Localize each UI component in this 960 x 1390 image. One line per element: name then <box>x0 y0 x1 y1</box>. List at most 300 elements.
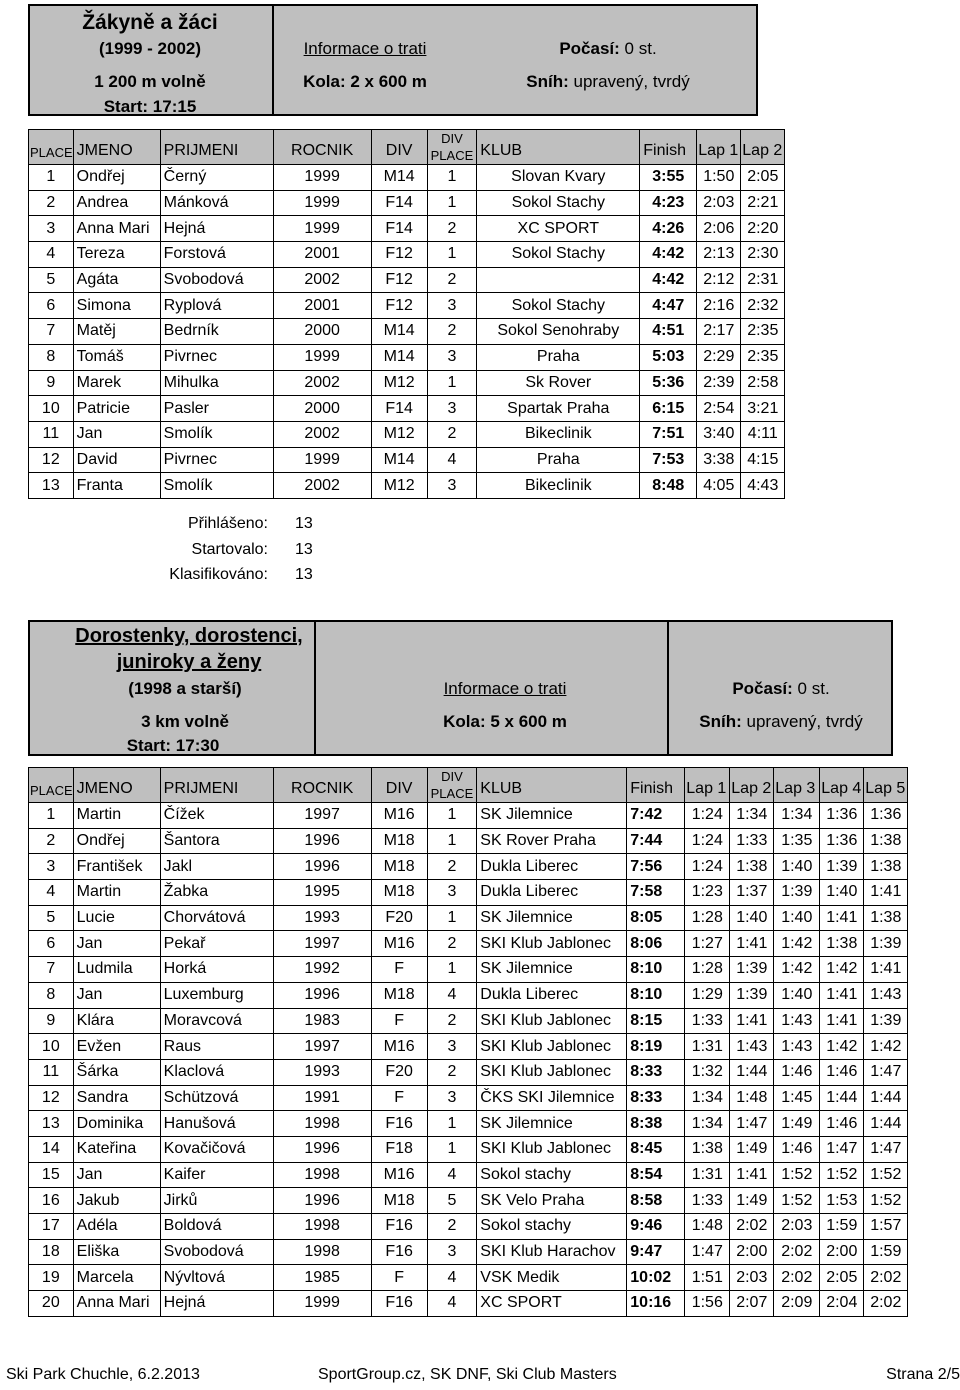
cell-club: SKI Klub Jablonec <box>477 1059 627 1085</box>
cell-finish: 9:46 <box>627 1214 685 1240</box>
cell-lap-4: 1:41 <box>820 982 864 1008</box>
table-row <box>29 1265 908 1291</box>
cell-finish: 8:05 <box>627 905 685 931</box>
footer-center: SportGroup.cz, SK DNF, Ski Club Masters <box>318 1366 617 1383</box>
table-row <box>29 803 908 829</box>
cell-lap-2: 2:58 <box>741 370 785 396</box>
cell-last-name: Kovačičová <box>160 1136 273 1162</box>
cell-year: 1983 <box>273 1008 371 1034</box>
cell-place: 9 <box>29 1008 74 1034</box>
cell-first-name: Tomáš <box>73 344 160 370</box>
cell-year: 1998 <box>273 1239 371 1265</box>
cell-finish: 8:48 <box>640 473 697 499</box>
cell-year: 1997 <box>273 931 371 957</box>
cell-place: 7 <box>29 957 74 983</box>
cell-last-name: Černý <box>160 165 273 191</box>
cell-club: Bikeclinik <box>477 421 640 447</box>
cell-div-place: 2 <box>427 267 477 293</box>
race1-start: Start: 17:15 <box>103 97 197 116</box>
col-header-finish: Finish <box>627 768 685 803</box>
cell-year: 1996 <box>273 828 371 854</box>
col-header-last-name: PRIJMENI <box>160 768 273 803</box>
table-row <box>29 1059 908 1085</box>
cell-first-name: František <box>73 854 160 880</box>
cell-year: 1999 <box>273 190 371 216</box>
cell-year: 1999 <box>273 447 371 473</box>
cell-first-name: Matěj <box>73 319 160 345</box>
cell-place: 6 <box>29 931 74 957</box>
cell-lap-5: 1:52 <box>864 1162 908 1188</box>
cell-year: 1996 <box>273 982 371 1008</box>
cell-lap-1: 1:48 <box>685 1214 730 1240</box>
cell-lap-2: 1:49 <box>730 1136 774 1162</box>
cell-last-name: Smolík <box>160 421 273 447</box>
cell-place: 16 <box>29 1188 74 1214</box>
col-header-div: DIV <box>371 130 427 165</box>
col-header-last-name: PRIJMENI <box>160 130 273 165</box>
table-row <box>29 905 908 931</box>
cell-finish: 9:47 <box>627 1239 685 1265</box>
race2-years: (1998 a starší) <box>128 679 242 698</box>
cell-lap-2: 1:48 <box>730 1085 774 1111</box>
cell-div-place: 3 <box>427 1034 477 1060</box>
cell-club: Praha <box>477 447 640 473</box>
cell-year: 2002 <box>273 473 371 499</box>
cell-last-name: Boldová <box>160 1214 273 1240</box>
snow-value: upravený, tvrdý <box>573 72 690 91</box>
cell-div-place: 2 <box>427 1008 477 1034</box>
cell-finish: 8:38 <box>627 1111 685 1137</box>
cell-last-name: Bedrník <box>160 319 273 345</box>
race1-laps: Kola: 2 x 600 m <box>303 72 427 91</box>
summary-started <box>130 541 313 559</box>
cell-club: ČKS SKI Jilemnice <box>477 1085 627 1111</box>
cell-lap-3: 1:43 <box>774 1008 820 1034</box>
table-row <box>29 1291 908 1317</box>
cell-place: 20 <box>29 1291 74 1317</box>
cell-div: M18 <box>371 854 427 880</box>
cell-place: 6 <box>29 293 74 319</box>
cell-div-place: 2 <box>427 1214 477 1240</box>
table-row <box>29 982 908 1008</box>
cell-finish: 8:19 <box>627 1034 685 1060</box>
cell-div-place: 3 <box>427 880 477 906</box>
cell-place: 4 <box>29 880 74 906</box>
cell-year: 2000 <box>273 396 371 422</box>
weather-value: 0 st. <box>624 39 657 58</box>
cell-club <box>477 267 640 293</box>
cell-lap-1: 1:56 <box>685 1291 730 1317</box>
cell-lap-3: 1:52 <box>774 1162 820 1188</box>
weather-value: 0 st. <box>797 679 830 698</box>
cell-place: 11 <box>29 1059 74 1085</box>
cell-lap-5: 2:02 <box>864 1265 908 1291</box>
cell-last-name: Klaclová <box>160 1059 273 1085</box>
cell-div-place: 3 <box>427 344 477 370</box>
cell-first-name: Jan <box>73 421 160 447</box>
table-row <box>29 319 785 345</box>
cell-div-place: 1 <box>427 190 477 216</box>
cell-div: F16 <box>371 1239 427 1265</box>
cell-place: 1 <box>29 803 74 829</box>
cell-lap-1: 1:29 <box>685 982 730 1008</box>
cell-place: 2 <box>29 190 74 216</box>
cell-last-name: Raus <box>160 1034 273 1060</box>
cell-club: XC SPORT <box>477 216 640 242</box>
cell-first-name: Patricie <box>73 396 160 422</box>
cell-div: M12 <box>371 473 427 499</box>
cell-club: Sokol Senohraby <box>477 319 640 345</box>
cell-first-name: Evžen <box>73 1034 160 1060</box>
cell-last-name: Pivrnec <box>160 447 273 473</box>
cell-place: 9 <box>29 370 74 396</box>
cell-div-place: 4 <box>427 1265 477 1291</box>
cell-lap-5: 1:39 <box>864 1008 908 1034</box>
col-header-first-name: JMENO <box>73 768 160 803</box>
cell-lap-2: 2:35 <box>741 344 785 370</box>
table-row <box>29 1188 908 1214</box>
race2-results-table <box>28 767 908 1317</box>
cell-lap-5: 1:44 <box>864 1111 908 1137</box>
cell-club: SKI Klub Jablonec <box>477 1034 627 1060</box>
cell-lap-2: 1:47 <box>730 1111 774 1137</box>
cell-club: Bikeclinik <box>477 473 640 499</box>
cell-place: 7 <box>29 319 74 345</box>
cell-club: Sokol Stachy <box>477 293 640 319</box>
cell-year: 1991 <box>273 1085 371 1111</box>
cell-lap-1: 1:38 <box>685 1136 730 1162</box>
cell-lap-2: 1:43 <box>730 1034 774 1060</box>
cell-last-name: Nývltová <box>160 1265 273 1291</box>
cell-first-name: Lucie <box>73 905 160 931</box>
table-row <box>29 447 785 473</box>
cell-lap-4: 1:42 <box>820 957 864 983</box>
cell-lap-3: 1:40 <box>774 982 820 1008</box>
cell-place: 3 <box>29 854 74 880</box>
cell-div-place: 1 <box>427 242 477 268</box>
cell-lap-3: 1:40 <box>774 854 820 880</box>
cell-club: Dukla Liberec <box>477 880 627 906</box>
header-divider <box>272 6 274 114</box>
cell-club: SKI Klub Jablonec <box>477 931 627 957</box>
cell-year: 2002 <box>273 370 371 396</box>
snow-label: Sníh: <box>526 72 569 91</box>
cell-last-name: Schützová <box>160 1085 273 1111</box>
cell-first-name: Anna Mari <box>73 216 160 242</box>
cell-lap-1: 2:06 <box>697 216 741 242</box>
cell-lap-2: 2:30 <box>741 242 785 268</box>
table-row <box>29 1085 908 1111</box>
cell-div-place: 1 <box>427 165 477 191</box>
cell-lap-4: 1:59 <box>820 1214 864 1240</box>
cell-year: 1997 <box>273 803 371 829</box>
cell-lap-1: 1:47 <box>685 1239 730 1265</box>
cell-club: SK Jilemnice <box>477 803 627 829</box>
cell-lap-4: 1:52 <box>820 1162 864 1188</box>
cell-div: F20 <box>371 905 427 931</box>
cell-club: SK Velo Praha <box>477 1188 627 1214</box>
cell-finish: 7:56 <box>627 854 685 880</box>
table-row <box>29 267 785 293</box>
cell-lap-3: 2:02 <box>774 1265 820 1291</box>
col-header-club: KLUB <box>477 130 640 165</box>
race1-weather <box>559 39 656 59</box>
cell-lap-3: 1:46 <box>774 1059 820 1085</box>
cell-first-name: Kateřina <box>73 1136 160 1162</box>
cell-lap-2: 4:11 <box>741 421 785 447</box>
table-row <box>29 1239 908 1265</box>
cell-finish: 7:58 <box>627 880 685 906</box>
cell-lap-1: 1:23 <box>685 880 730 906</box>
cell-div: F <box>371 1265 427 1291</box>
col-header-first-name: JMENO <box>73 130 160 165</box>
cell-last-name: Mánková <box>160 190 273 216</box>
cell-lap-3: 1:34 <box>774 803 820 829</box>
cell-place: 5 <box>29 267 74 293</box>
cell-last-name: Pekař <box>160 931 273 957</box>
cell-club: Sokol stachy <box>477 1162 627 1188</box>
cell-club: SKI Klub Jablonec <box>477 1136 627 1162</box>
col-header-place: PLACE <box>29 768 74 803</box>
cell-lap-3: 1:43 <box>774 1034 820 1060</box>
cell-first-name: Sandra <box>73 1085 160 1111</box>
cell-div-place: 1 <box>427 370 477 396</box>
table-row <box>29 1111 908 1137</box>
race2-distance: 3 km volně <box>141 712 229 731</box>
table-row <box>29 473 785 499</box>
cell-first-name: Anna Mari <box>73 1291 160 1317</box>
cell-lap-1: 2:39 <box>697 370 741 396</box>
col-header-place: PLACE <box>29 130 74 165</box>
cell-place: 1 <box>29 165 74 191</box>
cell-lap-1: 1:27 <box>685 931 730 957</box>
cell-year: 1999 <box>273 1291 371 1317</box>
col-header-div: DIV <box>371 768 427 803</box>
table-row <box>29 957 908 983</box>
cell-club: SK Rover Praha <box>477 828 627 854</box>
cell-finish: 10:02 <box>627 1265 685 1291</box>
cell-first-name: Andrea <box>73 190 160 216</box>
cell-lap-5: 1:41 <box>864 957 908 983</box>
cell-div: F <box>371 957 427 983</box>
cell-div-place: 1 <box>427 1111 477 1137</box>
cell-last-name: Svobodová <box>160 1239 273 1265</box>
summary-label: Přihlášeno: <box>187 515 268 532</box>
cell-lap-1: 4:05 <box>697 473 741 499</box>
col-header-lap-4: Lap 4 <box>820 768 864 803</box>
cell-div-place: 2 <box>427 854 477 880</box>
cell-div: F12 <box>371 242 427 268</box>
cell-finish: 4:42 <box>640 242 697 268</box>
cell-lap-3: 2:03 <box>774 1214 820 1240</box>
col-header-lap-2: Lap 2 <box>730 768 774 803</box>
cell-div: F <box>371 1008 427 1034</box>
cell-div: M18 <box>371 982 427 1008</box>
cell-club: Spartak Praha <box>477 396 640 422</box>
race2-title-line1: Dorostenky, dorostenci, <box>75 625 303 647</box>
cell-place: 12 <box>29 1085 74 1111</box>
snow-label: Sníh: <box>699 712 742 731</box>
cell-finish: 8:33 <box>627 1085 685 1111</box>
footer-page: Strana 2/5 <box>886 1366 960 1383</box>
table-row <box>29 370 785 396</box>
cell-year: 2002 <box>273 421 371 447</box>
cell-div: M16 <box>371 931 427 957</box>
race1-years: (1999 - 2002) <box>98 39 202 58</box>
cell-finish: 4:23 <box>640 190 697 216</box>
cell-lap-4: 1:46 <box>820 1111 864 1137</box>
cell-year: 1998 <box>273 1111 371 1137</box>
cell-div-place: 1 <box>427 803 477 829</box>
cell-club: SKI Klub Harachov <box>477 1239 627 1265</box>
cell-lap-2: 4:43 <box>741 473 785 499</box>
cell-lap-4: 1:38 <box>820 931 864 957</box>
cell-lap-1: 1:28 <box>685 957 730 983</box>
col-header-lap-3: Lap 3 <box>774 768 820 803</box>
cell-last-name: Horká <box>160 957 273 983</box>
cell-div-place: 1 <box>427 957 477 983</box>
cell-last-name: Čížek <box>160 803 273 829</box>
cell-first-name: Marcela <box>73 1265 160 1291</box>
cell-div-place: 2 <box>427 319 477 345</box>
cell-place: 10 <box>29 1034 74 1060</box>
cell-first-name: Eliška <box>73 1239 160 1265</box>
cell-lap-1: 2:12 <box>697 267 741 293</box>
table-row <box>29 190 785 216</box>
cell-finish: 3:55 <box>640 165 697 191</box>
cell-lap-1: 2:17 <box>697 319 741 345</box>
table-row <box>29 931 908 957</box>
cell-year: 1996 <box>273 1188 371 1214</box>
cell-lap-3: 1:39 <box>774 880 820 906</box>
cell-place: 10 <box>29 396 74 422</box>
summary-registered <box>130 515 313 533</box>
cell-lap-3: 1:35 <box>774 828 820 854</box>
cell-div-place: 4 <box>427 982 477 1008</box>
cell-lap-5: 1:39 <box>864 931 908 957</box>
col-header-lap-1: Lap 1 <box>697 130 741 165</box>
cell-year: 1993 <box>273 1059 371 1085</box>
cell-lap-4: 1:44 <box>820 1085 864 1111</box>
cell-lap-5: 1:38 <box>864 854 908 880</box>
cell-finish: 5:36 <box>640 370 697 396</box>
cell-lap-3: 1:46 <box>774 1136 820 1162</box>
table-row <box>29 1034 908 1060</box>
cell-club: Praha <box>477 344 640 370</box>
cell-lap-2: 2:02 <box>730 1214 774 1240</box>
cell-lap-1: 1:33 <box>685 1008 730 1034</box>
cell-first-name: Dominika <box>73 1111 160 1137</box>
cell-year: 1995 <box>273 880 371 906</box>
cell-lap-2: 1:44 <box>730 1059 774 1085</box>
cell-div: F12 <box>371 267 427 293</box>
cell-lap-1: 1:31 <box>685 1162 730 1188</box>
cell-lap-4: 1:36 <box>820 828 864 854</box>
cell-year: 1996 <box>273 854 371 880</box>
cell-year: 1999 <box>273 165 371 191</box>
cell-lap-2: 1:39 <box>730 982 774 1008</box>
summary-label: Klasifikováno: <box>169 566 268 583</box>
cell-lap-2: 2:07 <box>730 1291 774 1317</box>
cell-div: F14 <box>371 216 427 242</box>
cell-year: 2001 <box>273 293 371 319</box>
cell-finish: 8:54 <box>627 1162 685 1188</box>
cell-div: M14 <box>371 165 427 191</box>
cell-lap-2: 4:15 <box>741 447 785 473</box>
cell-div: M12 <box>371 370 427 396</box>
cell-last-name: Hejná <box>160 1291 273 1317</box>
race1-title: Žákyně a žáci <box>82 11 218 34</box>
cell-year: 1993 <box>273 905 371 931</box>
cell-finish: 8:58 <box>627 1188 685 1214</box>
cell-first-name: Simona <box>73 293 160 319</box>
cell-club: SK Jilemnice <box>477 957 627 983</box>
cell-place: 12 <box>29 447 74 473</box>
cell-lap-2: 3:21 <box>741 396 785 422</box>
cell-place: 4 <box>29 242 74 268</box>
cell-place: 8 <box>29 344 74 370</box>
cell-club: Sokol stachy <box>477 1214 627 1240</box>
cell-first-name: Ludmila <box>73 957 160 983</box>
table-row <box>29 1162 908 1188</box>
cell-last-name: Mihulka <box>160 370 273 396</box>
race1-distance: 1 200 m volně <box>94 72 206 91</box>
cell-lap-3: 1:40 <box>774 905 820 931</box>
race2-header <box>28 620 893 756</box>
cell-lap-4: 1:40 <box>820 880 864 906</box>
cell-lap-4: 1:46 <box>820 1059 864 1085</box>
cell-div-place: 5 <box>427 1188 477 1214</box>
cell-div-place: 1 <box>427 828 477 854</box>
cell-first-name: Martin <box>73 803 160 829</box>
cell-club: SK Jilemnice <box>477 1111 627 1137</box>
cell-first-name: Klára <box>73 1008 160 1034</box>
cell-last-name: Žabka <box>160 880 273 906</box>
cell-lap-4: 1:47 <box>820 1136 864 1162</box>
cell-first-name: Adéla <box>73 1214 160 1240</box>
col-header-lap-2: Lap 2 <box>741 130 785 165</box>
cell-year: 1997 <box>273 1034 371 1060</box>
cell-div: F20 <box>371 1059 427 1085</box>
table-row <box>29 828 908 854</box>
footer-left: Ski Park Chuchle, 6.2.2013 <box>6 1366 200 1383</box>
cell-first-name: Agáta <box>73 267 160 293</box>
table-row <box>29 1136 908 1162</box>
table-row <box>29 242 785 268</box>
cell-lap-2: 2:31 <box>741 267 785 293</box>
cell-finish: 8:10 <box>627 957 685 983</box>
cell-div: M14 <box>371 344 427 370</box>
cell-div: M18 <box>371 880 427 906</box>
cell-finish: 8:10 <box>627 982 685 1008</box>
cell-lap-1: 1:28 <box>685 905 730 931</box>
cell-first-name: Jan <box>73 1162 160 1188</box>
cell-last-name: Jirků <box>160 1188 273 1214</box>
weather-label: Počasí: <box>559 39 620 58</box>
cell-lap-1: 2:03 <box>697 190 741 216</box>
cell-finish: 8:45 <box>627 1136 685 1162</box>
table-row <box>29 421 785 447</box>
col-header-div-place: DIV PLACE <box>427 130 477 165</box>
cell-div-place: 3 <box>427 396 477 422</box>
cell-last-name: Šantora <box>160 828 273 854</box>
cell-last-name: Kaifer <box>160 1162 273 1188</box>
cell-div: M18 <box>371 1188 427 1214</box>
cell-lap-2: 2:05 <box>741 165 785 191</box>
cell-last-name: Svobodová <box>160 267 273 293</box>
cell-lap-2: 1:34 <box>730 803 774 829</box>
cell-div: F16 <box>371 1111 427 1137</box>
